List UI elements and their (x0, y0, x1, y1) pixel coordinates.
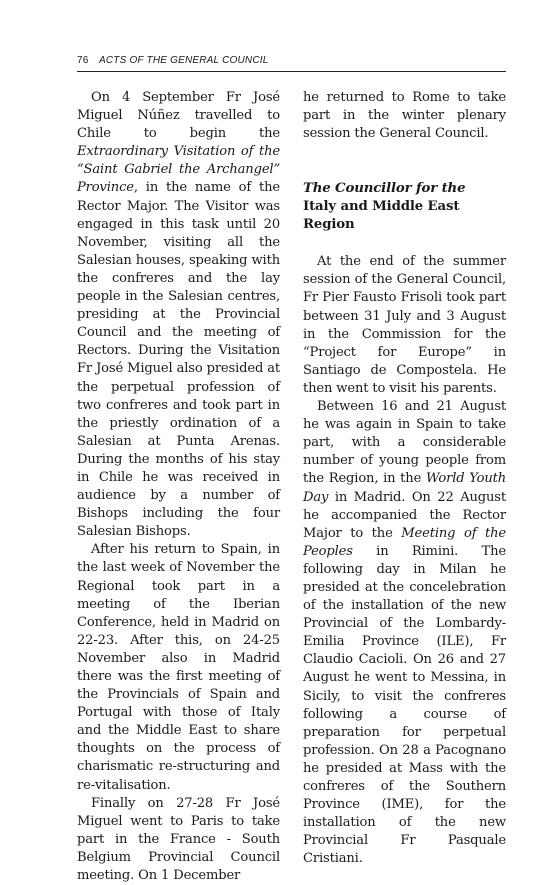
visitation-title: Extraordinary Visitation of the “Saint Gabriel the Archangel” Province (77, 144, 280, 196)
text-run: On 4 September Fr José Miguel Núñez travelled to Chile to begin the (77, 90, 280, 142)
paragraph-return-spain: After his return to Spain, in the last week of November the Regional took part in a meeting of the Iberian Conference, held in Madrid on 22-23. After this, on 24-25 November also in Madrid there was the first meeting of the Provincials of Spain and Portugal with those of Italy and the Middle East to share thoughts on the process of charismatic re-structuring and re-vitalisation. (77, 542, 280, 793)
text-run: Between 16 and 21 August he was again in Spain to take part, with a considerable number of young people from the Region, in the (303, 399, 506, 487)
page-number: 76 (77, 55, 89, 66)
paragraph-continuation: he returned to Rome to take part in the winter plenary session the General Council. (303, 90, 506, 142)
page-header (77, 55, 506, 72)
right-column (303, 89, 506, 868)
section-heading-line2: Italy and Middle East Region (303, 199, 460, 233)
section-heading-line1: The Councillor for the (303, 181, 466, 197)
left-column (77, 89, 280, 885)
paragraph-paris: Finally on 27-28 Fr José Miguel went to Paris to take part in the France - South Belgium Provincial Council meeting. On 1 December (77, 795, 280, 884)
paragraph-world-youth-day (303, 398, 506, 868)
event-title: Meeting of the Peoples (303, 525, 506, 559)
paragraph-visitation-chile (77, 89, 280, 541)
text-run: , in the name of the Rector Major. The Visitor was engaged in this task until 20 November, visiting all the Salesian houses, speaking with the confreres and the lay people in the Salesian centres, presiding at the Provincial Council and the meeting of Rectors. During the Visitation Fr José Miguel also presided at the perpetual profession of two confreres and took part in the priestly ordination of a Salesian at Punta Arenas. During the months of his stay in Chile he was received in audience by a number of Bishops including the four Salesian Bishops. (77, 180, 280, 540)
text-run: in Madrid. On 22 August he accompanied the Rector Major to the (303, 489, 506, 541)
text-run: in Rimini. The following day in Milan he presided at the concelebration of the installation of the new Provincial of the Lombardy-Emilia Province (ILE), Fr Claudio Cacioli. On 26 and 27 August he went to Messina, in Sicily, to visit the confreres following a course of preparation for perpetual profession. On 28 a Pacognano he presided at Mass with the confreres of the Southern Province (IME), for the installation of the new Provincial Fr Pasquale Cristiani. (303, 543, 506, 867)
paragraph-summer-session: At the end of the summer session of the General Council, Fr Pier Fausto Frisoli took part between 31 July and 3 August in the Commission for the “Project for Europe” in Santiago de Compostela. He then went to visit his parents. (303, 254, 506, 396)
running-title: ACTS OF THE GENERAL COUNCIL (99, 55, 269, 66)
event-title: World Youth Day (303, 471, 506, 505)
section-heading (303, 180, 506, 234)
